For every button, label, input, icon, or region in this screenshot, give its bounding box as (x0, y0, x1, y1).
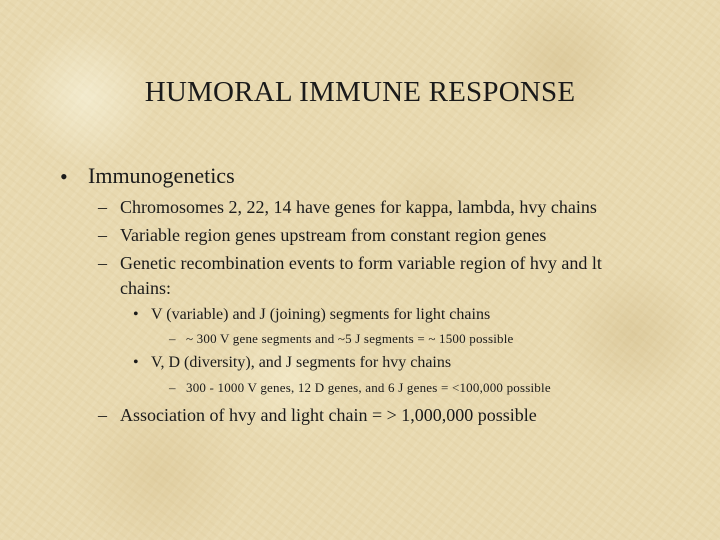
dash-marker: – (169, 380, 176, 395)
item-heavy-chain-count: 300 - 1000 V genes, 12 D genes, and 6 J genes = <100,000 possible (186, 380, 551, 395)
item-genetic-recombination: Genetic recombination events to form variable region of hvy and lt (120, 253, 602, 273)
slide-title: HUMORAL IMMUNE RESPONSE (144, 76, 576, 108)
bullet-marker: • (133, 354, 139, 371)
item-heavy-chain-segments: V, D (diversity), and J segments for hvy chains (151, 354, 452, 371)
bullet-marker: • (60, 164, 68, 189)
item-variable-region-genes: Variable region genes upstream from constant region genes (120, 225, 547, 245)
dash-marker: – (98, 197, 107, 217)
item-genetic-recombination-continuation: chains: (120, 278, 171, 298)
item-chain-association: Association of hvy and light chain = > 1,000,000 possible (120, 405, 537, 425)
dash-marker: – (98, 225, 107, 245)
item-light-chain-count: ~ 300 V gene segments and ~5 J segments = ~ 1500 possible (186, 331, 514, 346)
bullet-marker: • (133, 306, 139, 323)
dash-marker: – (169, 331, 176, 346)
item-light-chain-segments: V (variable) and J (joining) segments for light chains (151, 306, 491, 323)
dash-marker: – (98, 253, 107, 273)
bullet-immunogenetics: Immunogenetics (88, 163, 235, 188)
dash-marker: – (98, 405, 107, 425)
item-chromosomes: Chromosomes 2, 22, 14 have genes for kappa, lambda, hvy chains (120, 197, 597, 217)
